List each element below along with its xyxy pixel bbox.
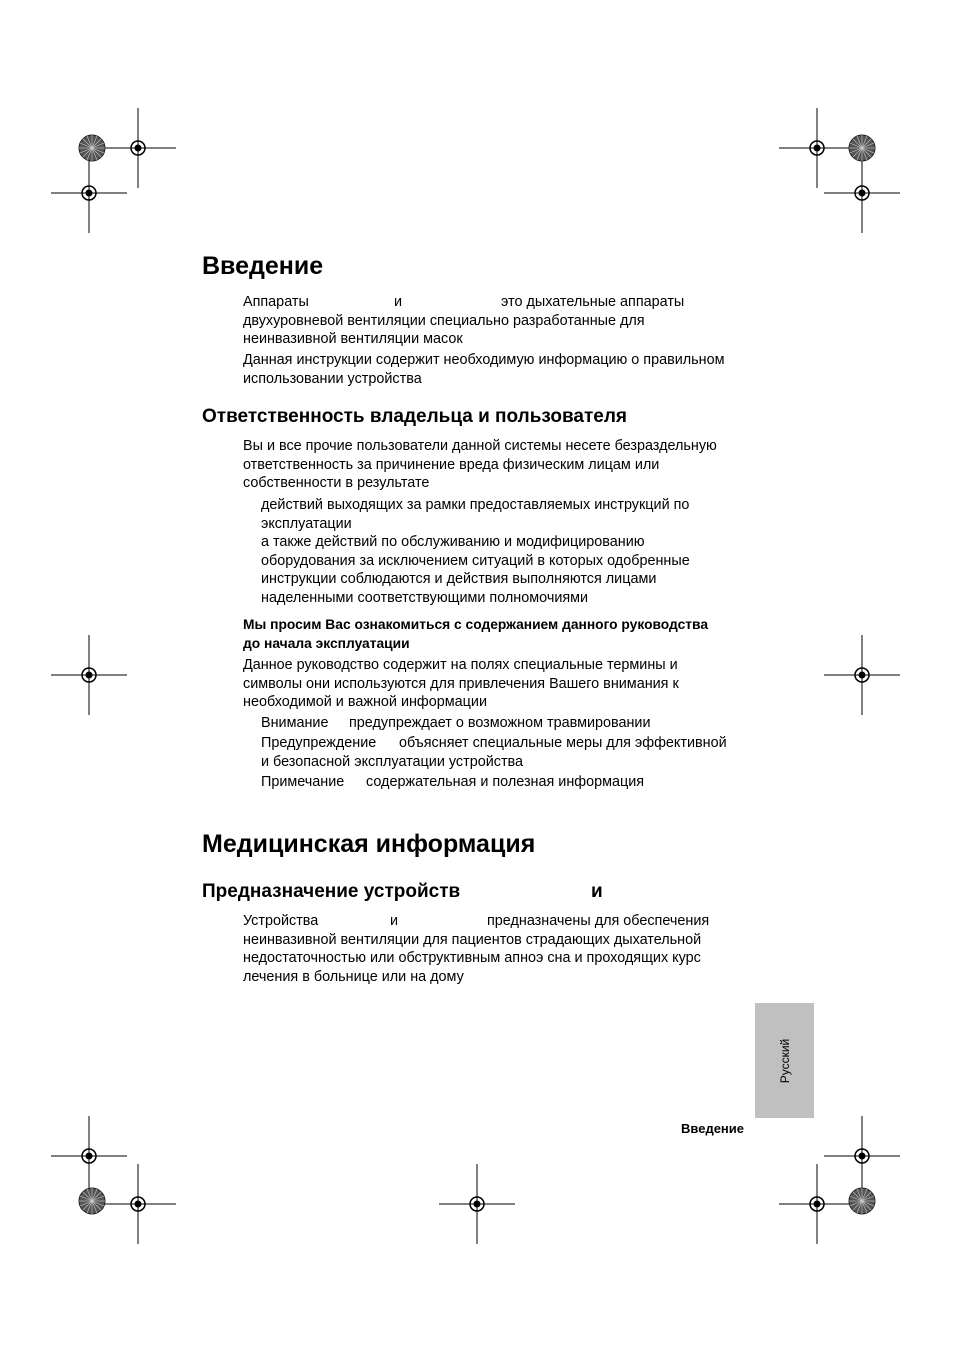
crosshair-dot	[859, 1153, 865, 1159]
paragraph-text: предназначены для обеспечения	[487, 913, 710, 929]
crosshair-dot	[814, 145, 820, 151]
crosshair-dot	[86, 672, 92, 678]
paragraph-line: ответственность за причинение вреда физическим лицам или	[243, 456, 660, 473]
notice-line: до начала эксплуатации	[243, 635, 410, 651]
crosshair-dot	[474, 1201, 480, 1207]
paragraph-line: собственности в результате	[243, 475, 430, 491]
responsibility-paragraph	[243, 437, 763, 493]
paragraph-line: лечения в больнице или на дому	[243, 968, 464, 985]
list-item-line: действий выходящих за рамки предоставляемых инструкций по	[261, 497, 690, 513]
intro-line: использовании устройства	[243, 370, 422, 387]
list-item-line: наделенными соответствующими полномочиями	[261, 589, 589, 606]
paragraph-line: Вы и все прочие пользователи данной системы несете безраздельную	[243, 438, 717, 454]
crosshair-dot	[859, 672, 865, 678]
notice-line: Мы просим Вас ознакомиться с содержанием данного руководства	[243, 617, 709, 632]
heading-text: Предназначение устройств	[202, 881, 461, 902]
intro-line: Данная инструкции содержит необходимую информацию о правильном	[243, 352, 725, 368]
language-tab	[755, 1003, 814, 1118]
intro-paragraph-2	[243, 351, 763, 388]
term-description: объясняет специальные меры для эффективной	[399, 735, 727, 751]
intro-text: и	[394, 294, 403, 310]
heading-text: и	[591, 881, 603, 902]
section-heading	[202, 880, 622, 904]
term-description: предупреждает о возможном травмировании	[349, 715, 651, 731]
list-item-line: оборудования за исключением ситуаций в которых одобренные	[261, 552, 690, 569]
page-footer: Введение	[681, 1121, 744, 1136]
term-warning	[261, 714, 761, 733]
crosshair-dot	[135, 1201, 141, 1207]
paragraph-line: символы они используются для привлечения Вашего внимания к	[243, 675, 679, 692]
list-item-line: эксплуатации	[261, 515, 352, 532]
paragraph-text: и	[390, 913, 399, 929]
intro-paragraph	[243, 293, 763, 349]
intro-text: это дыхательные аппараты	[501, 294, 685, 310]
notice-text	[243, 616, 763, 653]
term-description: содержательная и полезная информация	[366, 774, 645, 790]
intro-line: неинвазивной вентиляции масок	[243, 331, 463, 347]
list-item-line: а также действий по обслуживанию и модифицированию	[261, 534, 645, 550]
term-label: Предупреждение	[261, 735, 377, 751]
crosshair-dot	[135, 145, 141, 151]
crosshair-dot	[859, 190, 865, 196]
term-note	[261, 773, 761, 792]
symbols-paragraph	[243, 656, 763, 712]
intro-text: Аппараты	[243, 294, 309, 310]
paragraph-line: неинвазивной вентиляции для пациентов страдающих дыхательной	[243, 931, 702, 948]
page-title: Введение	[202, 252, 324, 280]
term-label: Внимание	[261, 715, 329, 731]
crosshair-dot	[86, 190, 92, 196]
crosshair-dot	[86, 1153, 92, 1159]
crosshair-dot	[814, 1201, 820, 1207]
purpose-paragraph	[243, 912, 763, 986]
section-title: Медицинская информация	[202, 830, 536, 858]
term-description: и безопасной эксплуатации устройства	[261, 753, 524, 770]
paragraph-text: Устройства	[243, 913, 319, 929]
list-item	[261, 533, 761, 607]
term-label: Примечание	[261, 774, 345, 790]
language-tab-label: Русский	[777, 1038, 792, 1083]
paragraph-line: недостаточностью или обструктивным апноэ сна и проходящих курс	[243, 950, 701, 966]
intro-line: двухуровневой вентиляции специально разработанные для	[243, 312, 645, 329]
term-caution	[261, 734, 761, 771]
section-heading: Ответственность владельца и пользователя	[202, 406, 628, 427]
paragraph-line: необходимой и важной информации	[243, 694, 487, 710]
list-item-line: инструкции соблюдаются и действия выполняются лицами	[261, 571, 657, 587]
paragraph-line: Данное руководство содержит на полях специальные термины и	[243, 657, 678, 673]
list-item	[261, 496, 761, 533]
